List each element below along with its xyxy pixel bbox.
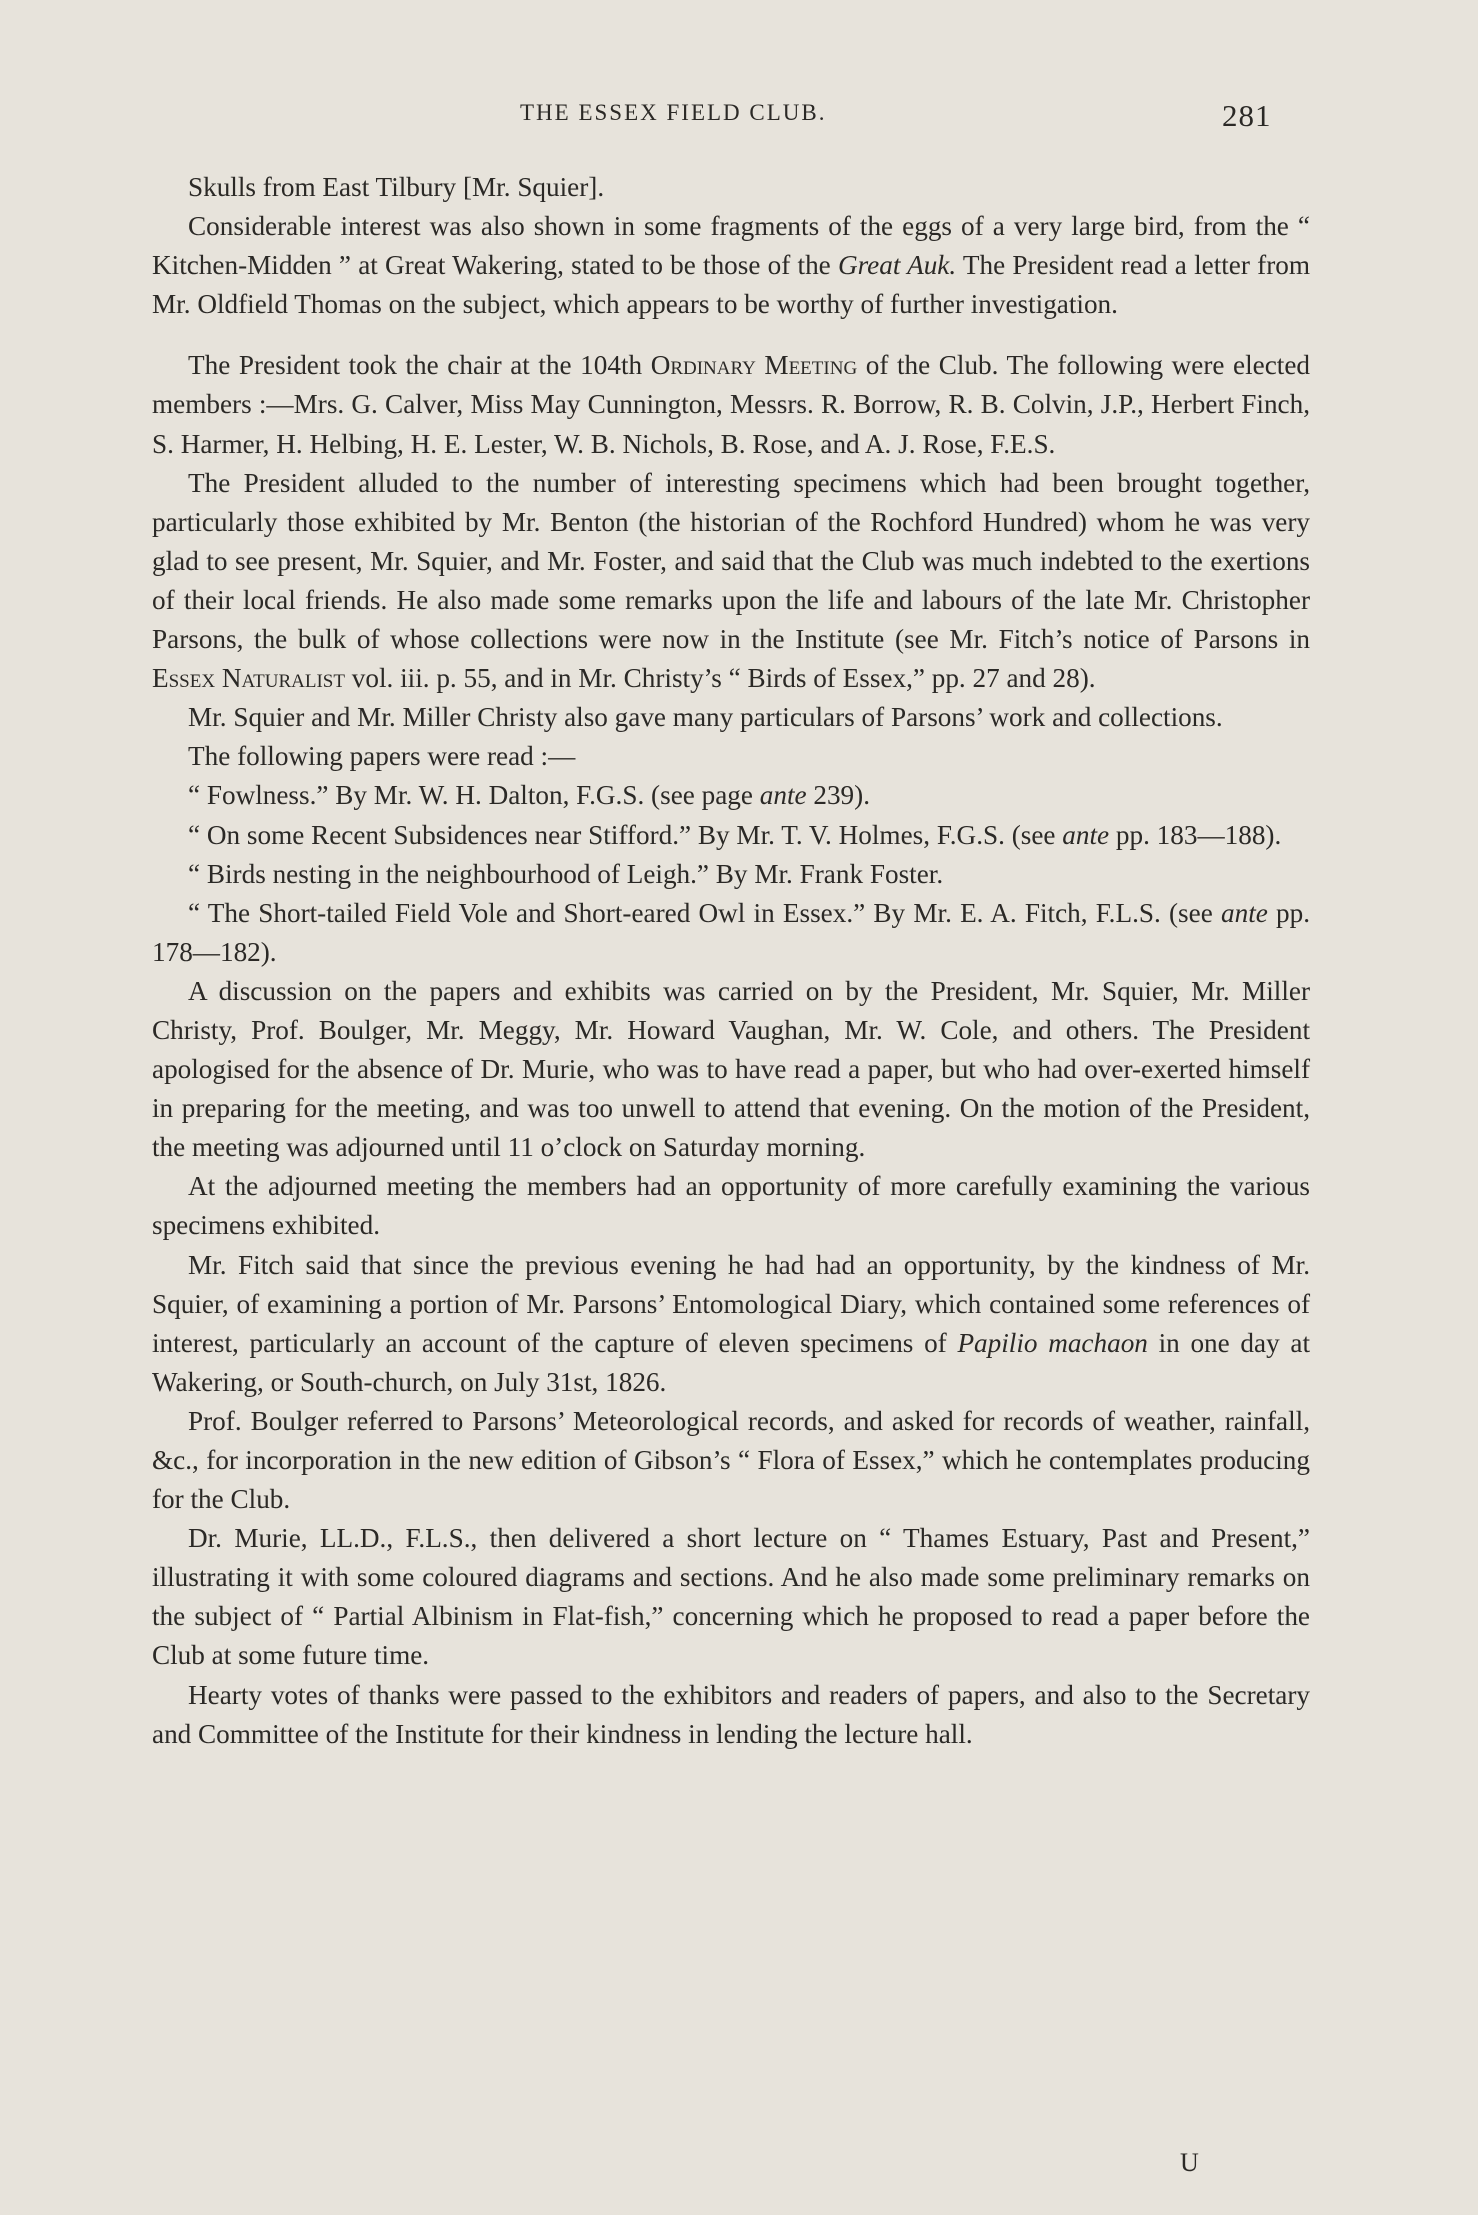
small-caps-term: Essex Naturalist xyxy=(152,663,345,694)
small-caps-term: Ordinary Meeting xyxy=(650,350,858,381)
paragraph: The President took the chair at the 104th Ordinary Meeting of the Club. The following were elected members :—Mrs. G. Calver, Miss May Cunnington, Messrs. R. Borrow, R. B. Colvin, J.P., Herbert Finch, S. Harmer, H. Helbing, H. E. Lester, W. B. Nichols, B. Rose, and A. J. Rose, F.E.S. xyxy=(152,350,1311,459)
italic-term: Great Auk. xyxy=(837,250,957,281)
italic-term: ante xyxy=(759,780,807,811)
italic-term: Papilio machaon xyxy=(957,1327,1148,1358)
paragraph: Dr. Murie, LL.D., F.L.S., then delivered a short lecture on “ Thames Estuary, Past and Present,” illustrating it with some coloured diagrams and sections. And he also made some preliminary remarks on the subject of “ Partial Albinism in Flat-fish,” concerning which he proposed to read a paper before the Club at some future time. xyxy=(152,1523,1310,1671)
body-text xyxy=(152,168,1310,1754)
paragraph: Mr. Fitch said that since the previous evening he had had an opportunity, by the kindness of Mr. Squier, of examining a portion of Mr. Parsons’ Entomological Diary, which contained some references of interest, particularly an account of the capture of eleven specimens of Papilio machaon in one day at Wakering, or South-church, on July 31st, 1826. xyxy=(152,1249,1310,1397)
italic-term: ante xyxy=(1062,819,1110,850)
paragraph: “ Fowlness.” By Mr. W. H. Dalton, F.G.S. (see page ante 239). xyxy=(188,780,870,811)
paragraph: “ On some Recent Subsidences near Stifford.” By Mr. T. V. Holmes, F.G.S. (see ante pp. 183—188). xyxy=(188,819,1282,850)
paragraph: At the adjourned meeting the members had an opportunity of more carefully examining the various specimens exhibited. xyxy=(152,1171,1310,1241)
paragraph: The following papers were read :— xyxy=(188,741,576,772)
paragraph: Considerable interest was also shown in some fragments of the eggs of a very large bird, from the “ Kitchen-Midden ” at Great Wakering, stated to be those of the Great Auk. The President read a letter from Mr. Oldfield Thomas on the subject, which appears to be worthy of further investigation. xyxy=(152,211,1310,320)
paragraph: “ Birds nesting in the neighbourhood of Leigh.” By Mr. Frank Foster. xyxy=(188,858,944,889)
page-number: 281 xyxy=(1222,98,1272,133)
paragraph: A discussion on the papers and exhibits was carried on by the President, Mr. Squier, Mr. Miller Christy, Prof. Boulger, Mr. Meggy, Mr. Howard Vaughan, Mr. W. Cole, and others. The President apologised for the absence of Dr. Murie, who was to have read a paper, but who had over-exerted himself in preparing for the meeting, and was too unwell to attend that evening. On the motion of the President, the meeting was adjourned until 11 o’clock on Saturday morning. xyxy=(152,975,1310,1163)
paragraph: “ The Short-tailed Field Vole and Short-eared Owl in Essex.” By Mr. E. A. Fitch, F.L.S. (see ante pp. 178—182). xyxy=(152,897,1311,967)
paragraph: Mr. Squier and Mr. Miller Christy also gave many particulars of Parsons’ work and collections. xyxy=(188,702,1223,733)
signature-mark: U xyxy=(1180,2148,1199,2177)
running-title: THE ESSEX FIELD CLUB. xyxy=(520,100,827,125)
italic-term: ante xyxy=(1221,897,1268,928)
paragraph: Skulls from East Tilbury [Mr. Squier]. xyxy=(188,172,605,202)
paragraph: Hearty votes of thanks were passed to the exhibitors and readers of papers, and also to the Secretary and Committee of the Institute for their kindness in lending the lecture hall. xyxy=(152,1679,1310,1749)
paragraph: Prof. Boulger referred to Parsons’ Meteorological records, and asked for records of weather, rainfall, &c., for incorporation in the new edition of Gibson’s “ Flora of Essex,” which he contemplates producing for the Club. xyxy=(152,1405,1310,1515)
paragraph: The President alluded to the number of interesting specimens which had been brought together, particularly those exhibited by Mr. Benton (the historian of the Rochford Hundred) whom he was very glad to see present, Mr. Squier, and Mr. Foster, and said that the Club was much indebted to the exertions of their local friends. He also made some remarks upon the life and labours of the late Mr. Christopher Parsons, the bulk of whose collections were now in the Institute (see Mr. Fitch’s notice of Parsons in Essex Naturalist vol. iii. p. 55, and in Mr. Christy’s “ Birds of Essex,” pp. 27 and 28). xyxy=(152,467,1310,694)
